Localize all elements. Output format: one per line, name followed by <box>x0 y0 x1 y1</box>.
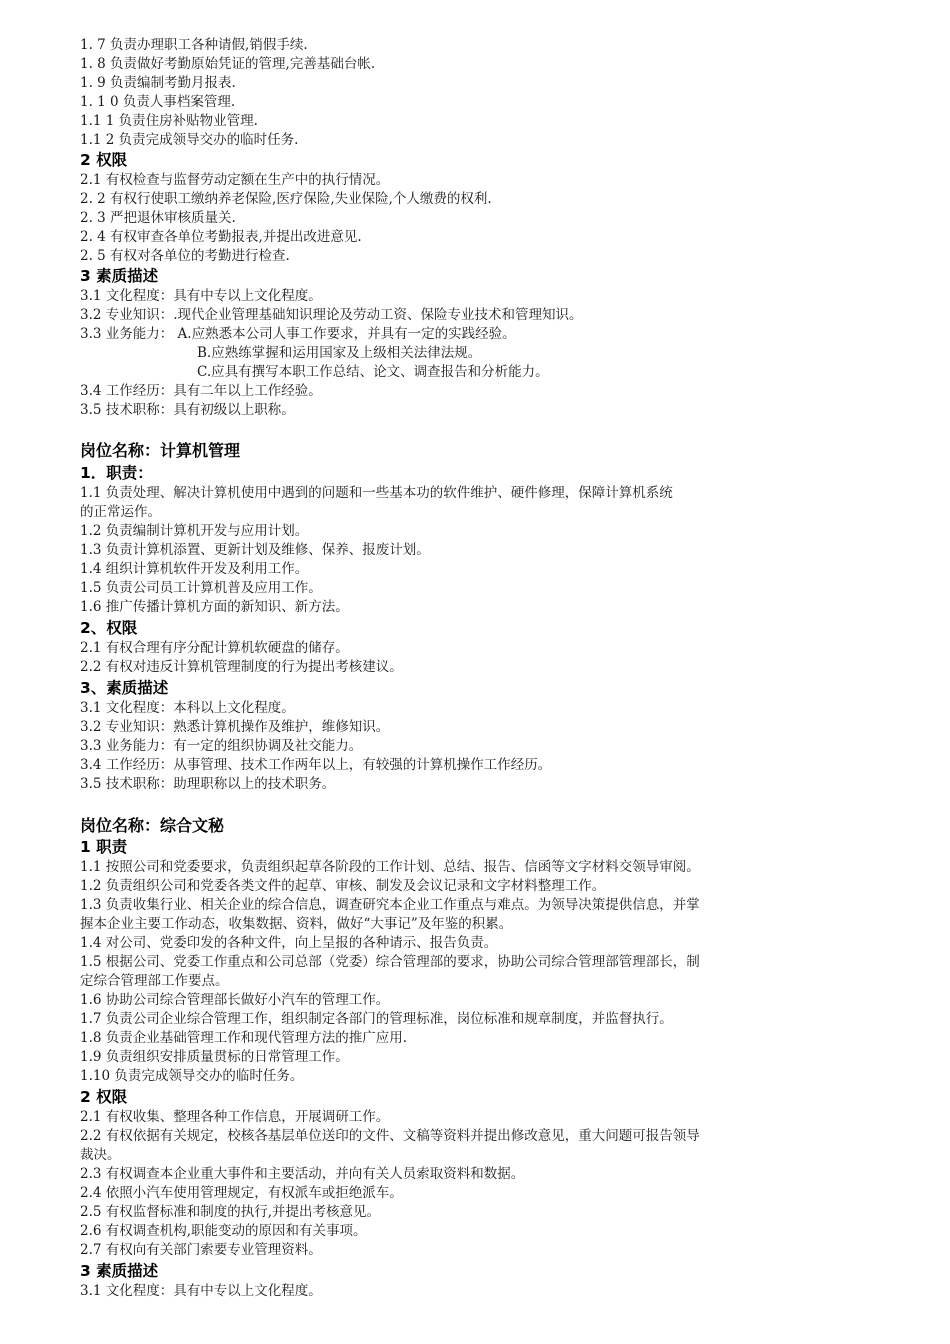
position-title: 岗位名称：综合文秘 <box>80 816 225 835</box>
text-line: 3.4 工作经历：具有二年以上工作经验。 <box>80 383 322 399</box>
position-title: 岗位名称：计算机管理 <box>80 441 241 460</box>
text-line: 1.3 负责收集行业、相关企业的综合信息，调查研究本企业工作重点与难点。为领导决策提供信息，并掌 <box>80 897 700 913</box>
text-line: 1. 8 负责做好考勤原始凭证的管理,完善基础台帐. <box>80 56 376 72</box>
section-heading: 3 素质描述 <box>80 1262 159 1280</box>
text-line: 的正常运作。 <box>80 504 161 520</box>
section-heading: 1．职责： <box>80 464 153 482</box>
text-line: 2. 5 有权对各单位的考勤进行检查. <box>80 248 290 264</box>
text-line: 2.1 有权检查与监督劳动定额在生产中的执行情况。 <box>80 172 390 188</box>
text-line: 2.1 有权合理有序分配计算机软硬盘的储存。 <box>80 640 349 656</box>
text-line: 2. 4 有权审查各单位考勤报表,并提出改进意见. <box>80 229 362 245</box>
text-line: 1.4 对公司、党委印发的各种文件，向上呈报的各种请示、报告负责。 <box>80 935 498 951</box>
text-line: 1.8 负责企业基础管理工作和现代管理方法的推广应用. <box>80 1030 408 1046</box>
text-line: 2.2 有权对违反计算机管理制度的行为提出考核建议。 <box>80 659 403 675</box>
text-line: 1.10 负责完成领导交办的临时任务。 <box>80 1068 304 1084</box>
text-line: 2.3 有权调查本企业重大事件和主要活动，并向有关人员索取资料和数据。 <box>80 1166 525 1182</box>
text-line: 1.2 负责编制计算机开发与应用计划。 <box>80 523 309 539</box>
text-line: 1.5 根据公司、党委工作重点和公司总部（党委）综合管理部的要求，协助公司综合管理部管理部长，制 <box>80 954 700 970</box>
text-line: 2. 2 有权行使职工缴纳养老保险,医疗保险,失业保险,个人缴费的权利. <box>80 191 492 207</box>
section-heading: 2 权限 <box>80 1088 128 1106</box>
text-line: 1.6 协助公司综合管理部长做好小汽车的管理工作。 <box>80 992 390 1008</box>
text-line: 1.2 负责组织公司和党委各类文件的起草、审核、制发及会议记录和文字材料整理工作。 <box>80 878 606 894</box>
text-line: 1.1 负责处理、解决计算机使用中遇到的问题和一些基本功的软件维护、硬件修理，保障计算机系统 <box>80 485 673 501</box>
text-line: 1. 1 0 负责人事档案管理. <box>80 94 236 110</box>
text-line: 3.5 技术职称：助理职称以上的技术职务。 <box>80 776 336 792</box>
section-heading: 1 职责 <box>80 838 128 856</box>
text-line: 1.3 负责计算机添置、更新计划及维修、保养、报废计划。 <box>80 542 430 558</box>
text-line: B.应熟练掌握和运用国家及上级相关法律法规。 <box>197 345 482 361</box>
section-heading: 2、权限 <box>80 619 138 637</box>
text-line: 1.7 负责公司企业综合管理工作，组织制定各部门的管理标准，岗位标准和规章制度，并监督执行。 <box>80 1011 673 1027</box>
text-line: 2.2 有权依据有关规定，校核各基层单位送印的文件、文稿等资料并提出修改意见，重大问题可报告领导 <box>80 1128 700 1144</box>
text-line: 1. 7 负责办理职工各种请假,销假手续. <box>80 37 308 53</box>
text-line: 3.5 技术职称：具有初级以上职称。 <box>80 402 295 418</box>
text-line: 3.2 专业知识：.现代企业管理基础知识理论及劳动工资、保险专业技术和管理知识。 <box>80 307 583 323</box>
text-line: 3.1 文化程度：具有中专以上文化程度。 <box>80 288 322 304</box>
text-line: 3.1 文化程度：本科以上文化程度。 <box>80 700 295 716</box>
text-line: 1.9 负责组织安排质量贯标的日常管理工作。 <box>80 1049 349 1065</box>
text-line: 3.2 专业知识：熟悉计算机操作及维护，维修知识。 <box>80 719 390 735</box>
section-heading: 3、素质描述 <box>80 679 169 697</box>
text-line: 2.1 有权收集、整理各种工作信息，开展调研工作。 <box>80 1109 390 1125</box>
text-line: 2.5 有权监督标准和制度的执行,并提出考核意见。 <box>80 1204 381 1220</box>
text-line: 1.5 负责公司员工计算机普及应用工作。 <box>80 580 322 596</box>
text-line: 定综合管理部工作要点。 <box>80 973 229 989</box>
text-line: 1.1 按照公司和党委要求，负责组织起草各阶段的工作计划、总结、报告、信函等文字材料交领导审阅。 <box>80 859 700 875</box>
text-line: 握本企业主要工作动态，收集数据、资料，做好“大事记”及年鉴的积累。 <box>80 916 513 932</box>
text-line: 1. 9 负责编制考勤月报表. <box>80 75 236 91</box>
text-line: 2.6 有权调查机构,职能变动的原因和有关事项。 <box>80 1223 367 1239</box>
section-heading: 2 权限 <box>80 151 128 169</box>
text-line: 3.3 业务能力：有一定的组织协调及社交能力。 <box>80 738 363 754</box>
text-line: 3.4 工作经历：从事管理、技术工作两年以上，有较强的计算机操作工作经历。 <box>80 757 552 773</box>
text-line: 1.1 2 负责完成领导交办的临时任务. <box>80 132 299 148</box>
text-line: 3.3 业务能力： A.应熟悉本公司人事工作要求，并具有一定的实践经验。 <box>80 326 516 342</box>
text-line: C.应具有撰写本职工作总结、论文、调查报告和分析能力。 <box>197 364 549 380</box>
text-line: 2.7 有权向有关部门索要专业管理资料。 <box>80 1242 322 1258</box>
text-line: 2.4 依照小汽车使用管理规定，有权派车或拒绝派车。 <box>80 1185 403 1201</box>
text-line: 1.4 组织计算机软件开发及利用工作。 <box>80 561 309 577</box>
text-line: 1.1 1 负责住房补贴物业管理. <box>80 113 258 129</box>
text-line: 2. 3 严把退休审核质量关. <box>80 210 236 226</box>
text-line: 1.6 推广传播计算机方面的新知识、新方法。 <box>80 599 349 615</box>
section-heading: 3 素质描述 <box>80 267 159 285</box>
text-line: 裁决。 <box>80 1147 121 1163</box>
text-line: 3.1 文化程度：具有中专以上文化程度。 <box>80 1283 322 1299</box>
